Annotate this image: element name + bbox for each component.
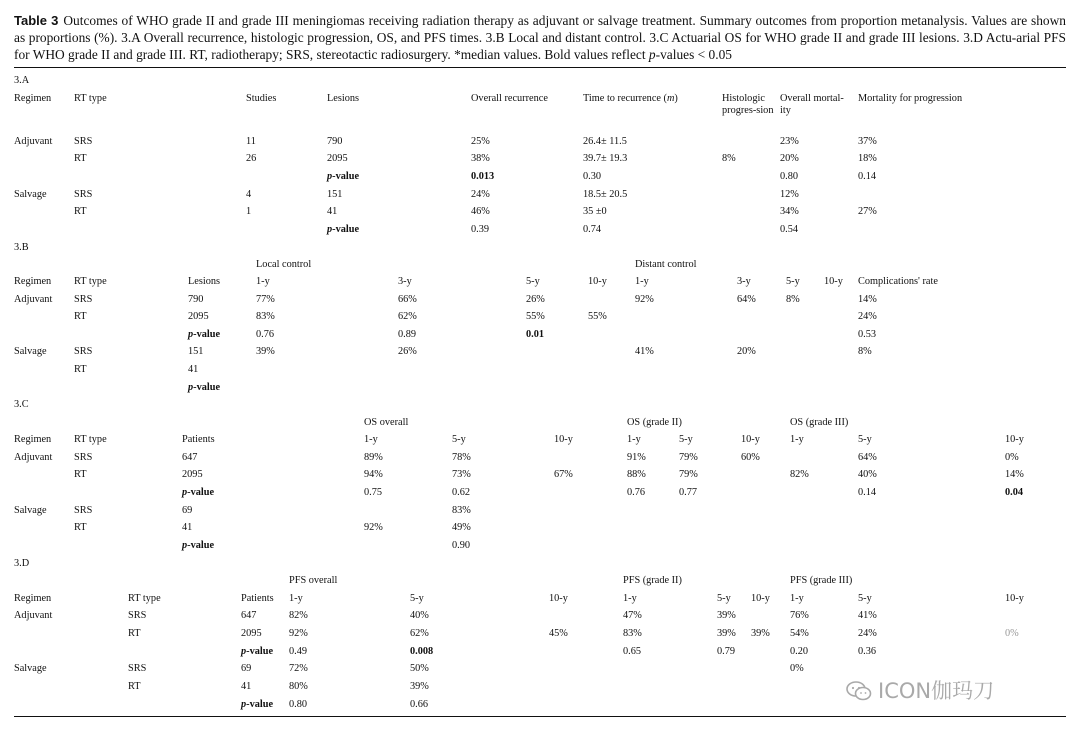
cell: 0.80 <box>780 171 799 182</box>
section-3d-label: 3.D <box>14 558 30 569</box>
cell: 72% <box>289 663 308 674</box>
cell: 62% <box>410 628 429 639</box>
cell: 0.62 <box>452 487 471 498</box>
rt-type-rt: RT <box>74 522 87 533</box>
header-5y: 5-y <box>526 276 540 287</box>
header-1y: 1-y <box>790 593 804 604</box>
section-3b-label: 3.B <box>14 242 29 253</box>
cell: 23% <box>780 136 799 147</box>
cell: 0% <box>1005 628 1019 639</box>
rt-type-srs: SRS <box>128 663 147 674</box>
header-lesions: Lesions <box>188 276 221 287</box>
header-5y: 5-y <box>786 276 800 287</box>
rt-type-srs: SRS <box>74 346 93 357</box>
cell: 46% <box>471 206 490 217</box>
cell: 4 <box>246 189 252 200</box>
rt-type-rt: RT <box>128 628 141 639</box>
cell: 92% <box>635 294 654 305</box>
cell: 89% <box>364 452 383 463</box>
cell: 83% <box>256 311 275 322</box>
cell: 0.80 <box>289 699 308 710</box>
header-5y: 5-y <box>858 434 872 445</box>
header-3y: 3-y <box>737 276 751 287</box>
p-value-label: p-value <box>182 540 215 551</box>
regimen-salvage: Salvage <box>14 189 47 200</box>
cell: 82% <box>790 469 809 480</box>
cell: 54% <box>790 628 809 639</box>
cell: 1 <box>246 206 252 217</box>
cell: 69 <box>241 663 252 674</box>
cell: 0.54 <box>780 224 799 235</box>
cell: 0.75 <box>364 487 383 498</box>
cell: 82% <box>289 610 308 621</box>
cell: 20% <box>780 153 799 164</box>
header-1y: 1-y <box>364 434 378 445</box>
header-time-to-recurrence: Time to recurrence (m) <box>583 93 678 104</box>
cell: 41 <box>327 206 338 217</box>
cell: 55% <box>588 311 607 322</box>
cell: 12% <box>780 189 799 200</box>
cell: 92% <box>364 522 383 533</box>
header-rt-type: RT type <box>74 434 107 445</box>
cell: 79% <box>679 452 698 463</box>
cell: 0.49 <box>289 646 308 657</box>
cell: 24% <box>858 311 877 322</box>
watermark-text: ICON伽玛刀 <box>878 679 995 703</box>
table-label: Table 3 <box>14 13 59 28</box>
cell: 41 <box>188 364 199 375</box>
p-value-label: p-value <box>327 171 360 182</box>
header-1y: 1-y <box>289 593 303 604</box>
cell: 14% <box>1005 469 1024 480</box>
cell: 79% <box>679 469 698 480</box>
cell: 64% <box>858 452 877 463</box>
rt-type-rt: RT <box>74 206 87 217</box>
table-caption <box>14 12 1066 63</box>
cell: 0.53 <box>858 329 877 340</box>
header-10y: 10-y <box>741 434 760 445</box>
cell: 39% <box>717 628 736 639</box>
cell: 0.74 <box>583 224 602 235</box>
cell: 67% <box>554 469 573 480</box>
p-value-label: p-value <box>188 382 221 393</box>
cell: 0.01 <box>526 329 545 340</box>
header-mortality-progression: Mortality for progression <box>858 93 963 104</box>
header-lesions: Lesions <box>327 93 360 104</box>
header-os-grade-ii: OS (grade II) <box>627 417 682 428</box>
header-1y: 1-y <box>256 276 270 287</box>
header-distant-control: Distant control <box>635 259 697 270</box>
header-pfs-overall: PFS overall <box>289 575 338 586</box>
cell: 80% <box>289 681 308 692</box>
cell: 88% <box>627 469 646 480</box>
rt-type-rt: RT <box>74 469 87 480</box>
cell: 26.4± 11.5 <box>583 136 627 147</box>
cell: 39% <box>256 346 275 357</box>
rt-type-srs: SRS <box>74 452 93 463</box>
cell: 8% <box>786 294 800 305</box>
header-10y: 10-y <box>549 593 568 604</box>
header-pfs-grade-ii: PFS (grade II) <box>623 575 682 586</box>
cell: 0.79 <box>717 646 736 657</box>
cell: 11 <box>246 136 256 147</box>
cell: 8% <box>858 346 872 357</box>
cell: 0.39 <box>471 224 490 235</box>
section-3c-label: 3.C <box>14 399 29 410</box>
header-os-grade-iii: OS (grade III) <box>790 417 849 428</box>
cell: 0.013 <box>471 171 495 182</box>
rt-type-rt: RT <box>74 311 87 322</box>
cell: 14% <box>858 294 877 305</box>
cell: 39.7± 19.3 <box>583 153 628 164</box>
cell: 34% <box>780 206 799 217</box>
cell: 0% <box>1005 452 1019 463</box>
header-5y: 5-y <box>452 434 466 445</box>
header-5y: 5-y <box>858 593 872 604</box>
header-10y: 10-y <box>554 434 573 445</box>
cell: 0.14 <box>858 171 877 182</box>
cell: 24% <box>471 189 490 200</box>
cell: 41% <box>858 610 877 621</box>
rt-type-srs: SRS <box>128 610 147 621</box>
caption-text: Outcomes of WHO grade II and grade III meningiomas receiving radiation therapy as adjuvant or salvage treatment. Summary outcomes from proportion metanalysis. Values are shown as proportions (%). 3.A Overall recurrence, histologic progression, OS, and PFS times. 3.B Local and distant control. 3.C Actuarial OS for WHO grade II and grade III lesions. 3.D Actu-arial PFS for WHO grade II and grade III. RT, radiotherapy; SRS, stereotactic radiosurgery. *median values. Bold values reflect <box>14 13 1066 62</box>
cell: 0.36 <box>858 646 877 657</box>
cell: 0.76 <box>627 487 646 498</box>
header-rt-type: RT type <box>128 593 161 604</box>
header-histologic-progression: Histologic progres-sion <box>722 93 774 116</box>
header-1y: 1-y <box>635 276 649 287</box>
header-complications: Complications' rate <box>858 276 938 287</box>
regimen-salvage: Salvage <box>14 505 47 516</box>
regimen-adjuvant: Adjuvant <box>14 610 53 621</box>
header-regimen: Regimen <box>14 434 52 445</box>
header-patients: Patients <box>241 593 274 604</box>
cell: 0.14 <box>858 487 877 498</box>
header-regimen: Regimen <box>14 93 52 104</box>
header-patients: Patients <box>182 434 215 445</box>
regimen-salvage: Salvage <box>14 663 47 674</box>
cell: 45% <box>549 628 568 639</box>
header-1y: 1-y <box>623 593 637 604</box>
cell: 151 <box>188 346 204 357</box>
cell: 18.5± 20.5 <box>583 189 628 200</box>
cell: 0.65 <box>623 646 642 657</box>
header-rt-type: RT type <box>74 93 107 104</box>
cell: 69 <box>182 505 193 516</box>
header-10y: 10-y <box>1005 434 1024 445</box>
regimen-salvage: Salvage <box>14 346 47 357</box>
header-pfs-grade-iii: PFS (grade III) <box>790 575 853 586</box>
cell: 60% <box>741 452 760 463</box>
watermark <box>846 675 994 705</box>
cell: 77% <box>256 294 275 305</box>
cell: 790 <box>327 136 343 147</box>
rt-type-rt: RT <box>74 364 87 375</box>
p-value-label: p-value <box>241 646 274 657</box>
cell: 50% <box>410 663 429 674</box>
cell: 73% <box>452 469 471 480</box>
cell: 66% <box>398 294 417 305</box>
caption-text-end: -values < 0.05 <box>655 47 732 62</box>
cell: 47% <box>623 610 642 621</box>
cell: 41% <box>635 346 654 357</box>
cell: 0% <box>790 663 804 674</box>
cell: 41 <box>182 522 193 533</box>
cell: 0.20 <box>790 646 809 657</box>
header-5y: 5-y <box>717 593 731 604</box>
header-5y: 5-y <box>679 434 693 445</box>
header-local-control: Local control <box>256 259 312 270</box>
cell: 27% <box>858 206 877 217</box>
cell: 25% <box>471 136 490 147</box>
header-rt-type: RT type <box>74 276 107 287</box>
cell: 0.66 <box>410 699 429 710</box>
header-10y: 10-y <box>824 276 843 287</box>
cell: 49% <box>452 522 471 533</box>
cell: 647 <box>182 452 198 463</box>
caption-p-italic: p <box>648 47 656 62</box>
cell: 20% <box>737 346 756 357</box>
cell: 790 <box>188 294 204 305</box>
cell: 40% <box>858 469 877 480</box>
cell: 92% <box>289 628 308 639</box>
cell: 39% <box>410 681 429 692</box>
p-value-label: p-value <box>241 699 274 710</box>
cell: 41 <box>241 681 252 692</box>
header-regimen: Regimen <box>14 593 52 604</box>
cell: 0.76 <box>256 329 275 340</box>
cell: 78% <box>452 452 471 463</box>
cell: 2095 <box>182 469 203 480</box>
cell: 26% <box>526 294 545 305</box>
header-10y: 10-y <box>1005 593 1024 604</box>
header-5y: 5-y <box>410 593 424 604</box>
cell: 0.008 <box>410 646 434 657</box>
cell: 647 <box>241 610 257 621</box>
rt-type-rt: RT <box>74 153 87 164</box>
cell: 26% <box>398 346 417 357</box>
p-value-label: p-value <box>182 487 215 498</box>
header-1y: 1-y <box>627 434 641 445</box>
cell: 8% <box>722 153 736 164</box>
rt-type-srs: SRS <box>74 189 93 200</box>
wechat-icon <box>846 681 872 701</box>
cell: 83% <box>623 628 642 639</box>
cell: 2095 <box>241 628 262 639</box>
rt-type-srs: SRS <box>74 294 93 305</box>
cell: 40% <box>410 610 429 621</box>
cell: 55% <box>526 311 545 322</box>
cell: 83% <box>452 505 471 516</box>
top-rule <box>14 67 1066 68</box>
cell: 64% <box>737 294 756 305</box>
cell: 76% <box>790 610 809 621</box>
header-regimen: Regimen <box>14 276 52 287</box>
header-10y: 10-y <box>588 276 607 287</box>
cell: 39% <box>717 610 736 621</box>
section-3a-label: 3.A <box>14 75 30 86</box>
cell: 0.89 <box>398 329 417 340</box>
cell: 18% <box>858 153 877 164</box>
header-3y: 3-y <box>398 276 412 287</box>
cell: 0.30 <box>583 171 602 182</box>
cell: 0.77 <box>679 487 698 498</box>
cell: 2095 <box>327 153 348 164</box>
cell: 24% <box>858 628 877 639</box>
cell: 0.04 <box>1005 487 1024 498</box>
cell: 0.90 <box>452 540 471 551</box>
rt-type-rt: RT <box>128 681 141 692</box>
cell: 94% <box>364 469 383 480</box>
header-overall-mortality: Overall mortal-ity <box>780 93 844 116</box>
p-value-label: p-value <box>188 329 221 340</box>
regimen-adjuvant: Adjuvant <box>14 294 53 305</box>
header-overall-recurrence: Overall recurrence <box>471 93 548 104</box>
header-studies: Studies <box>246 93 277 104</box>
p-value-label: p-value <box>327 224 360 235</box>
cell: 39% <box>751 628 770 639</box>
header-10y: 10-y <box>751 593 770 604</box>
cell: 2095 <box>188 311 209 322</box>
cell: 91% <box>627 452 646 463</box>
cell: 62% <box>398 311 417 322</box>
header-1y: 1-y <box>790 434 804 445</box>
regimen-adjuvant: Adjuvant <box>14 452 53 463</box>
bottom-rule <box>14 716 1066 717</box>
regimen-adjuvant: Adjuvant <box>14 136 53 147</box>
cell: 151 <box>327 189 343 200</box>
cell: 38% <box>471 153 490 164</box>
cell: 35 ±0 <box>583 206 607 217</box>
cell: 26 <box>246 153 257 164</box>
rt-type-srs: SRS <box>74 505 93 516</box>
header-os-overall: OS overall <box>364 417 409 428</box>
cell: 37% <box>858 136 877 147</box>
rt-type-srs: SRS <box>74 136 93 147</box>
